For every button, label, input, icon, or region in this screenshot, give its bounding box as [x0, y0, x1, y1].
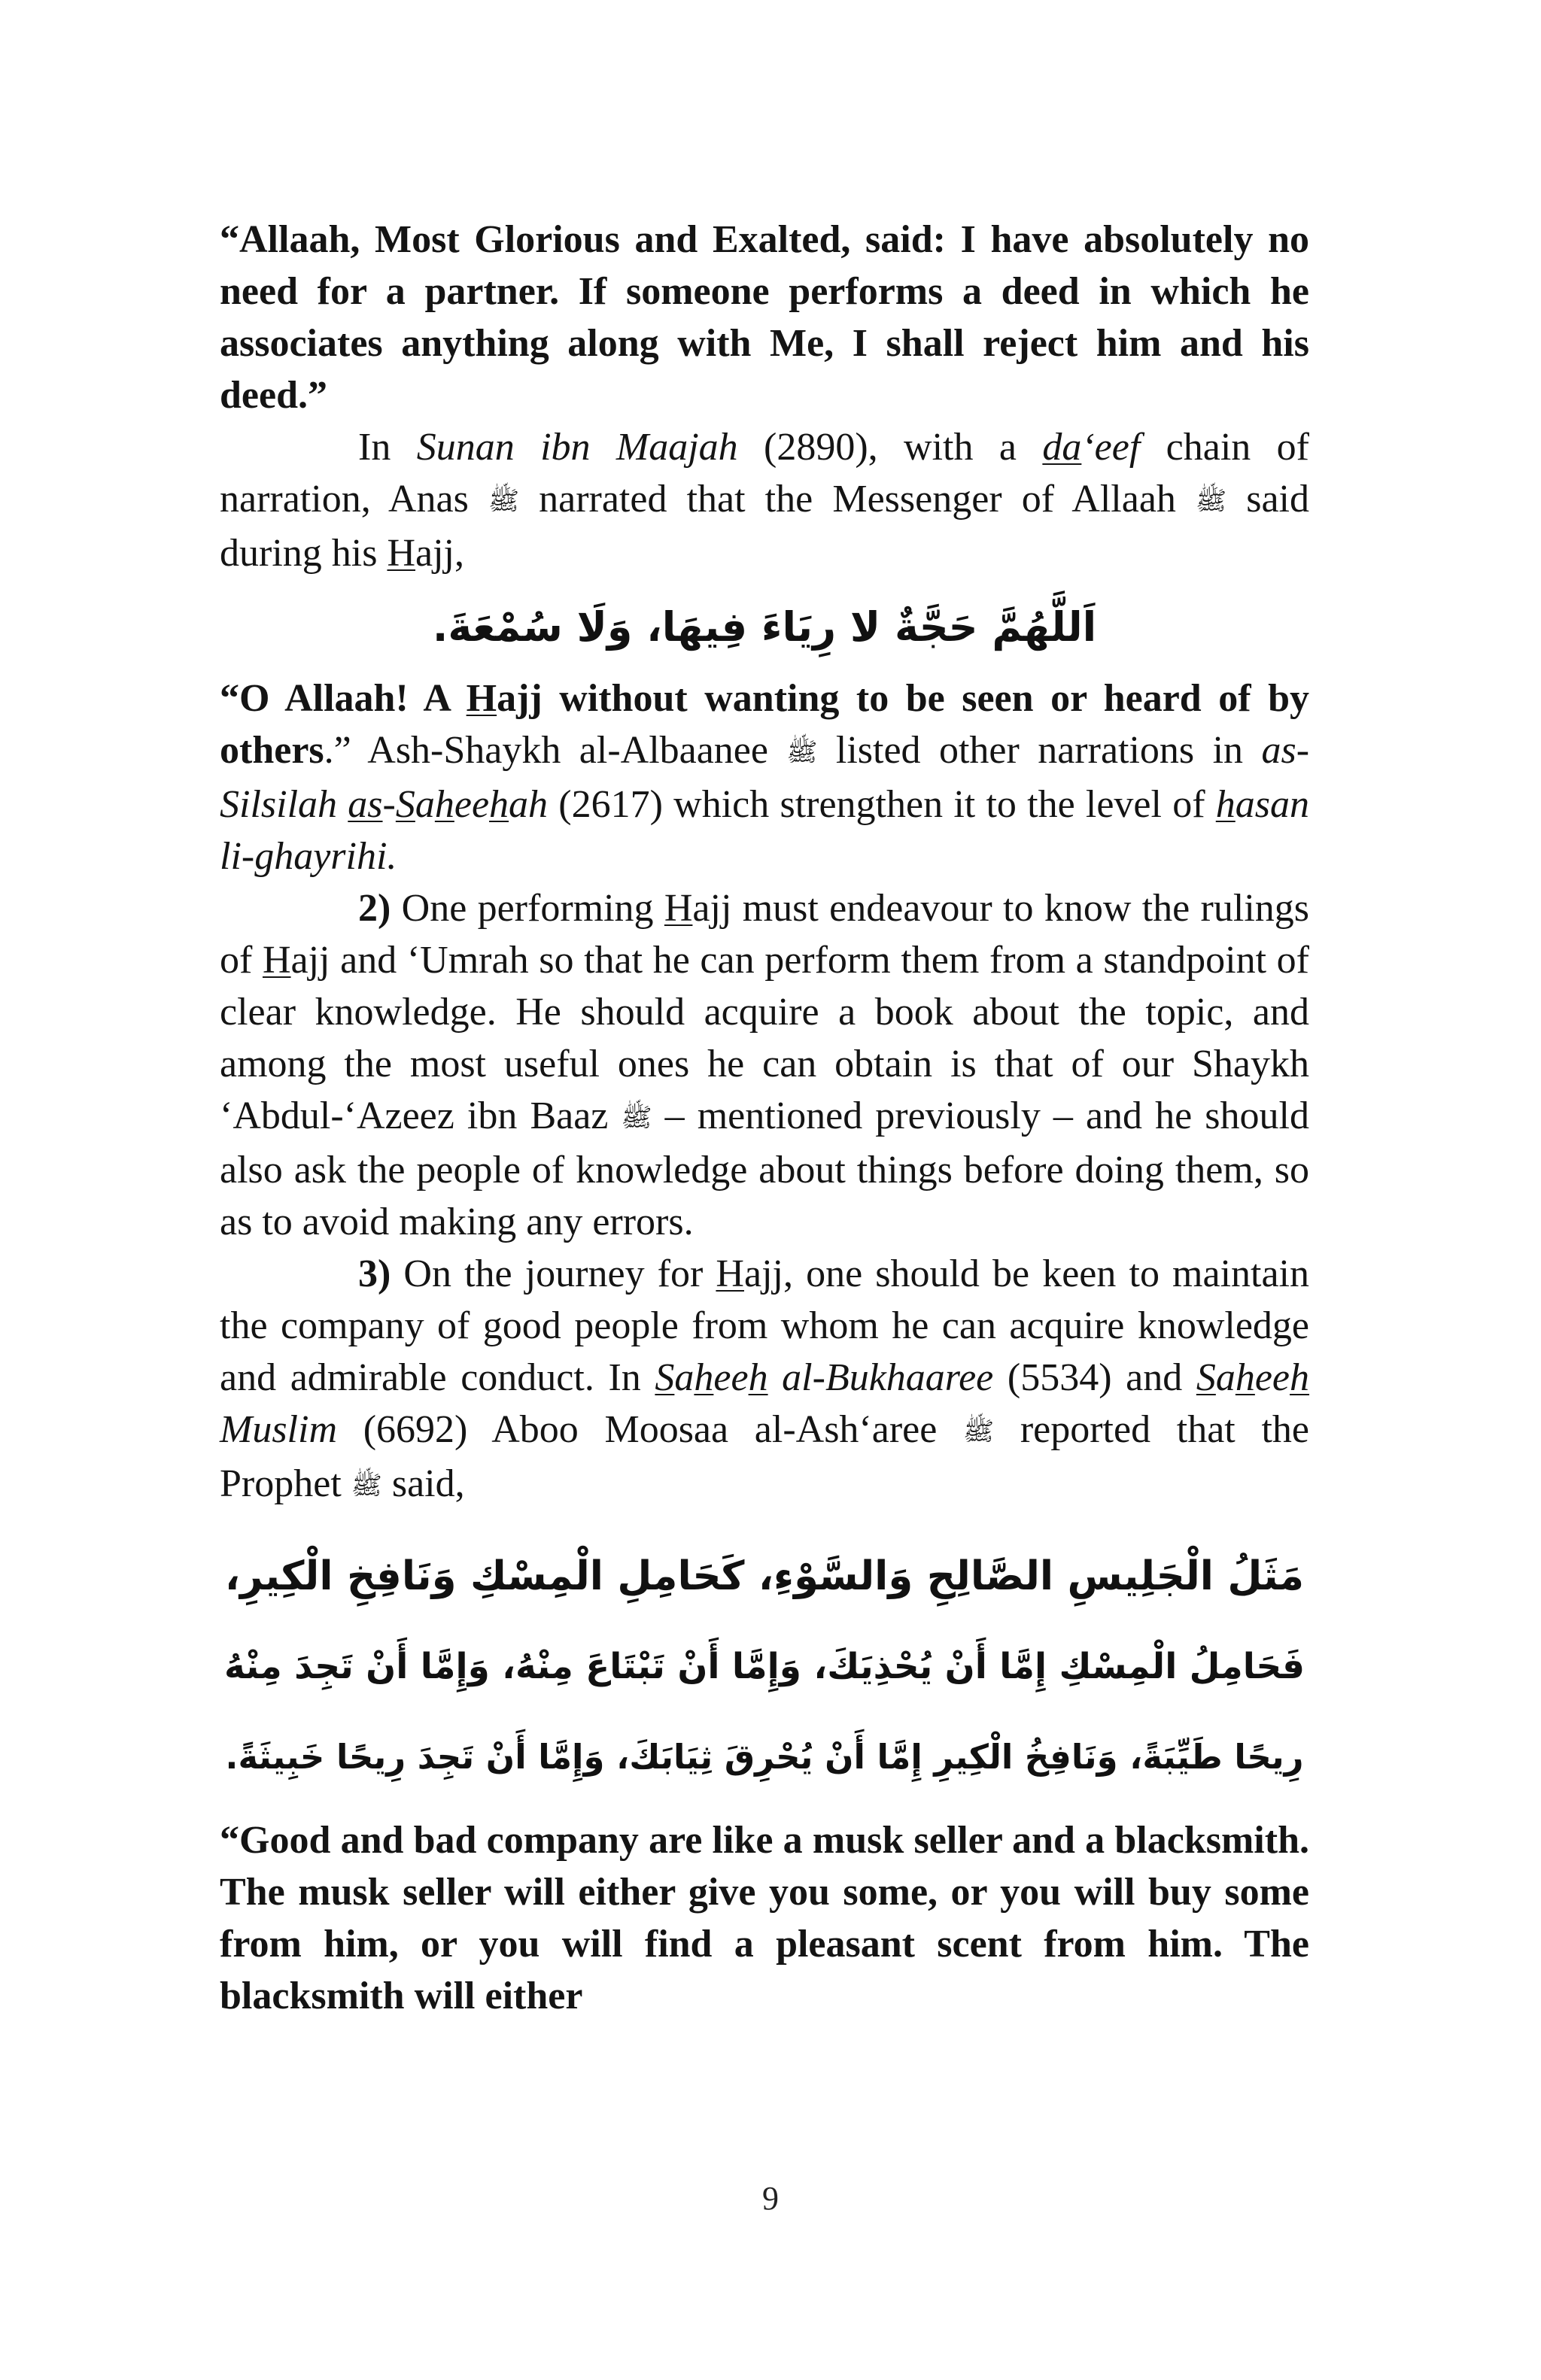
point-number: 3) — [358, 1252, 391, 1295]
page-body — [220, 214, 1309, 2022]
honorific-icon: ﷺ — [963, 1416, 995, 1447]
book-title-sunan: Sunan ibn Maajah — [416, 426, 738, 469]
arabic-line: رِيحًا طَيِّبَةً، وَنَافِخُ الْكِيرِ إِمَّا أَنْ يُحْرِقَ ثِيَابَكَ، وَإِمَّا أَنْ تَجِدَ رِيحًا خَبِيثَةً. — [225, 1737, 1304, 1777]
arabic-hajj-supplication: اَللَّهُمَّ حَجَّةٌ لا رِيَاءَ فِيهَا، وَلَا سُمْعَةَ. — [432, 603, 1097, 651]
honorific-icon: ﷺ — [621, 1103, 652, 1133]
point-number: 2) — [358, 887, 391, 930]
page-number: 9 — [762, 2180, 779, 2217]
book-title-muslim: Saheeh Muslim — [220, 1356, 1310, 1451]
translation-bold: “O Allaah! A Hajj without wanting to be seen or heard of by others — [220, 677, 1309, 772]
book-title-silsilah: as-Silsilah as-Saheehah — [220, 729, 1310, 826]
arabic-line: فَحَامِلُ الْمِسْكِ إِمَّا أَنْ يُحْذِيَكَ، وَإِمَّا أَنْ تَبْتَاعَ مِنْهُ، وَإِمَّا أَنْ تَجِدَ مِنْهُ — [223, 1646, 1305, 1687]
honorific-icon: ﷺ — [351, 1471, 382, 1501]
paragraph-hajj-translation: “O Allaah! A Hajj without wanting to be seen or heard of by others.” Ash-Shaykh al-Albaanee ﷺ listed other narrations in as-Silsilah as-Saheehah (2617) which strengthen it to the level of hasan li-ghayrihi. — [220, 677, 1310, 878]
term-daeef: da‘eef — [1042, 426, 1141, 469]
hadith-translation-partner: “Allaah, Most Glorious and Exalted, said: I have absolutely no need for a partner. If someone performs a deed in which he associates anything along with Me, I shall reject him and his deed.” — [220, 218, 1309, 417]
honorific-icon: ﷺ — [1196, 486, 1227, 516]
honorific-icon: ﷺ — [786, 737, 818, 767]
arabic-hadith-company — [220, 1532, 1309, 1802]
paragraph-point-2: 2) One performing Hajj must endeavour to know the rulings of Hajj and ‘Umrah so that he can perform them from a standpoint of clear knowledge. He should acquire a book about the topic, and among the most useful ones he can obtain is that of our Shaykh ‘Abdul-‘Azeez ibn Baaz ﷺ – mentioned previously – and he should also ask the people of knowledge about things before doing them, so as to avoid making any errors. — [220, 887, 1309, 1243]
paragraph-point-3: 3) On the journey for Hajj, one should be keen to maintain the company of good people from whom he can acquire knowledge and admirable conduct. In Saheeh al-Bukhaaree (5534) and Saheeh Muslim (6692) Aboo Moosaa al-Ash‘aree ﷺ reported that the Prophet ﷺ said, — [220, 1252, 1310, 1505]
hadith-translation-company: “Good and bad company are like a musk seller and a blacksmith. The musk seller will either give you some, or you will buy some from him, or you will find a pleasant scent from him. The blacksmith will either — [220, 1819, 1309, 2017]
book-title-bukhaaree: Saheeh al-Bukhaaree — [655, 1356, 994, 1399]
arabic-line: مَثَلُ الْجَلِيسِ الصَّالِحِ وَالسَّوْءِ، كَحَامِلِ الْمِسْكِ وَنَافِخِ الْكِيرِ، — [224, 1553, 1305, 1599]
honorific-icon: ﷺ — [488, 486, 520, 516]
paragraph-ibn-maajah: In Sunan ibn Maajah (2890), with a da‘eef chain of narration, Anas ﷺ narrated that the Messenger of Allaah ﷺ said during his Hajj, — [220, 426, 1309, 575]
grade-hasan: hasan li-ghayrihi. — [220, 783, 1310, 878]
